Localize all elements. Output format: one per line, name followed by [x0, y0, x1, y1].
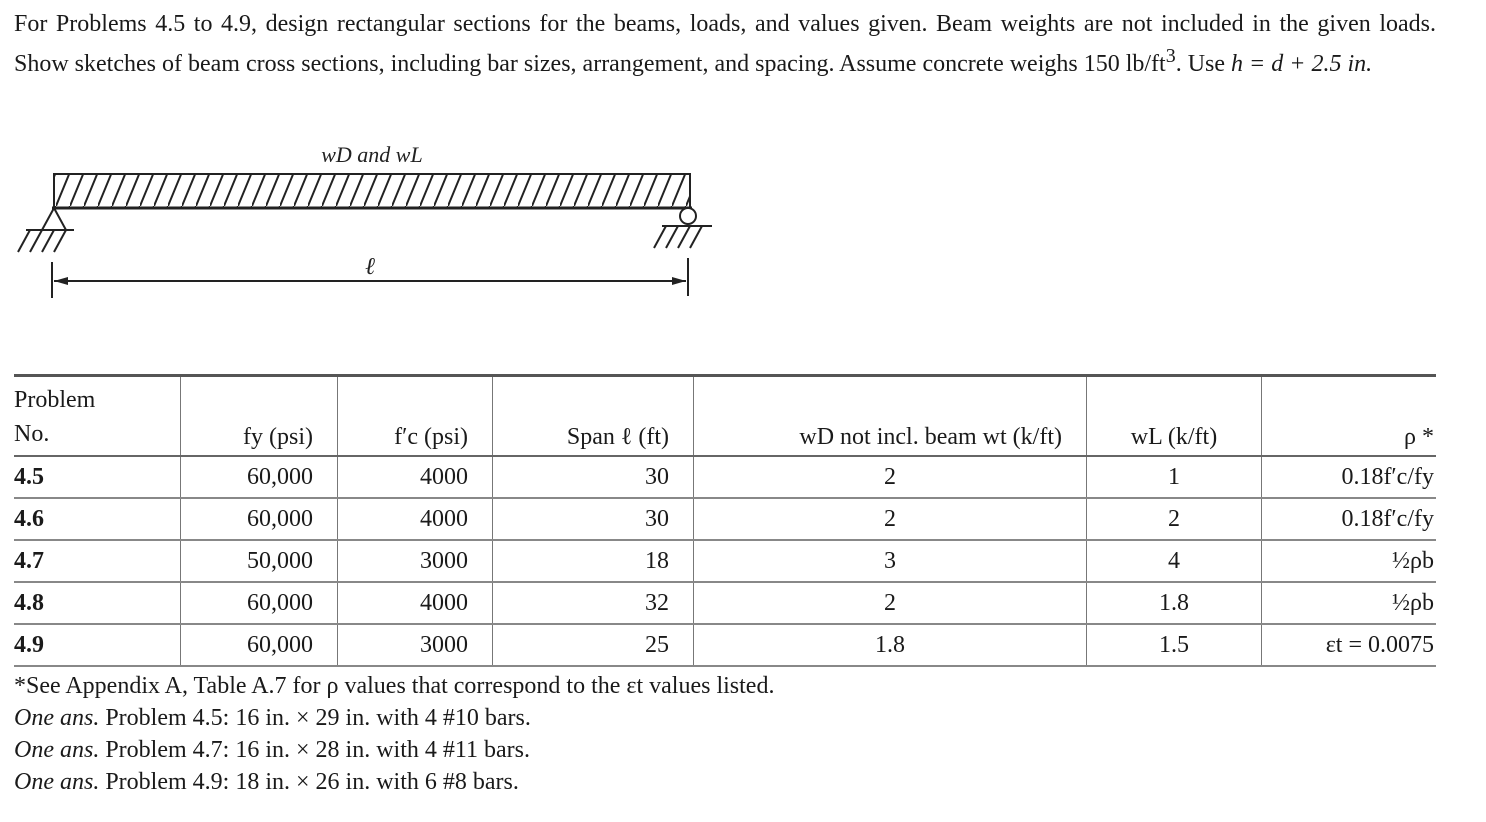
cell-wl: 2 [1087, 498, 1262, 540]
answer-line: One ans. Problem 4.9: 18 in. × 26 in. with 6 #8 bars. [14, 769, 519, 795]
cell-wd: 2 [694, 456, 1087, 498]
design-values-table [14, 374, 1436, 667]
col-wd-header: wD not incl. beam wt (k/ft) [694, 376, 1087, 457]
span-label: ℓ [365, 254, 375, 280]
col-problem-header: Problem No. [14, 376, 181, 457]
cell-span: 32 [493, 582, 694, 624]
cell-rho: 0.18f′c/fy [1262, 456, 1437, 498]
cell-span: 18 [493, 540, 694, 582]
cell-wd: 2 [694, 582, 1087, 624]
cell-wl: 4 [1087, 540, 1262, 582]
cell-span: 30 [493, 498, 694, 540]
notes [14, 670, 774, 798]
cell-span: 25 [493, 624, 694, 666]
cell-problem: 4.6 [14, 498, 181, 540]
cell-rho: ½ρb [1262, 582, 1437, 624]
answer-line: One ans. Problem 4.5: 16 in. × 29 in. with 4 #10 bars. [14, 705, 531, 731]
cell-wl: 1.5 [1087, 624, 1262, 666]
cell-rho: 0.18f′c/fy [1262, 498, 1437, 540]
cell-fy: 60,000 [181, 498, 338, 540]
cell-fc: 3000 [338, 540, 493, 582]
cell-fy: 60,000 [181, 582, 338, 624]
cell-span: 30 [493, 456, 694, 498]
cell-fy: 60,000 [181, 456, 338, 498]
cell-problem: 4.8 [14, 582, 181, 624]
use-text: . Use [1175, 51, 1226, 77]
table-row [14, 456, 1436, 498]
beam-diagram [0, 138, 740, 308]
load-label: wD and wL [321, 142, 423, 167]
table-row [14, 624, 1436, 666]
distributed-load [54, 174, 690, 208]
footnote: *See Appendix A, Table A.7 for ρ values that correspond to the εt values listed. [14, 673, 775, 699]
cell-wd: 2 [694, 498, 1087, 540]
weight-exponent: 3 [1165, 45, 1176, 67]
cell-fc: 4000 [338, 456, 493, 498]
table-row [14, 498, 1436, 540]
col-fc-header: f′c (psi) [338, 376, 493, 457]
cell-problem: 4.5 [14, 456, 181, 498]
table-row [14, 540, 1436, 582]
intro-sentence: For Problems 4.5 to 4.9, design rectangular sections for the beams, loads, and values given. Beam weights are not included in the given loads. Show sketches of beam cross sections, including bar sizes, arrangement, and spacing. Assume concrete weighs [14, 11, 1436, 77]
table-row [14, 582, 1436, 624]
cell-wl: 1.8 [1087, 582, 1262, 624]
col-rho-header: ρ * [1262, 376, 1437, 457]
table-header-row [14, 376, 1436, 457]
height-equation: h = d + 2.5 in. [1231, 51, 1373, 77]
cell-fc: 4000 [338, 498, 493, 540]
cell-fy: 60,000 [181, 624, 338, 666]
cell-wd: 3 [694, 540, 1087, 582]
cell-rho: εt = 0.0075 [1262, 624, 1437, 666]
roller-support [654, 208, 712, 248]
pin-support [18, 208, 74, 252]
problem-statement [14, 8, 1436, 80]
cell-fy: 50,000 [181, 540, 338, 582]
cell-fc: 3000 [338, 624, 493, 666]
col-span-header: Span ℓ (ft) [493, 376, 694, 457]
cell-wd: 1.8 [694, 624, 1087, 666]
col-wl-header: wL (k/ft) [1087, 376, 1262, 457]
cell-problem: 4.9 [14, 624, 181, 666]
concrete-weight: 150 $lb/ft^3$ [1083, 45, 1176, 77]
cell-wl: 1 [1087, 456, 1262, 498]
cell-fc: 4000 [338, 582, 493, 624]
cell-rho: ½ρb [1262, 540, 1437, 582]
col-fy-header: fy (psi) [181, 376, 338, 457]
answer-line: One ans. Problem 4.7: 16 in. × 28 in. with 4 #11 bars. [14, 737, 530, 763]
cell-problem: 4.7 [14, 540, 181, 582]
